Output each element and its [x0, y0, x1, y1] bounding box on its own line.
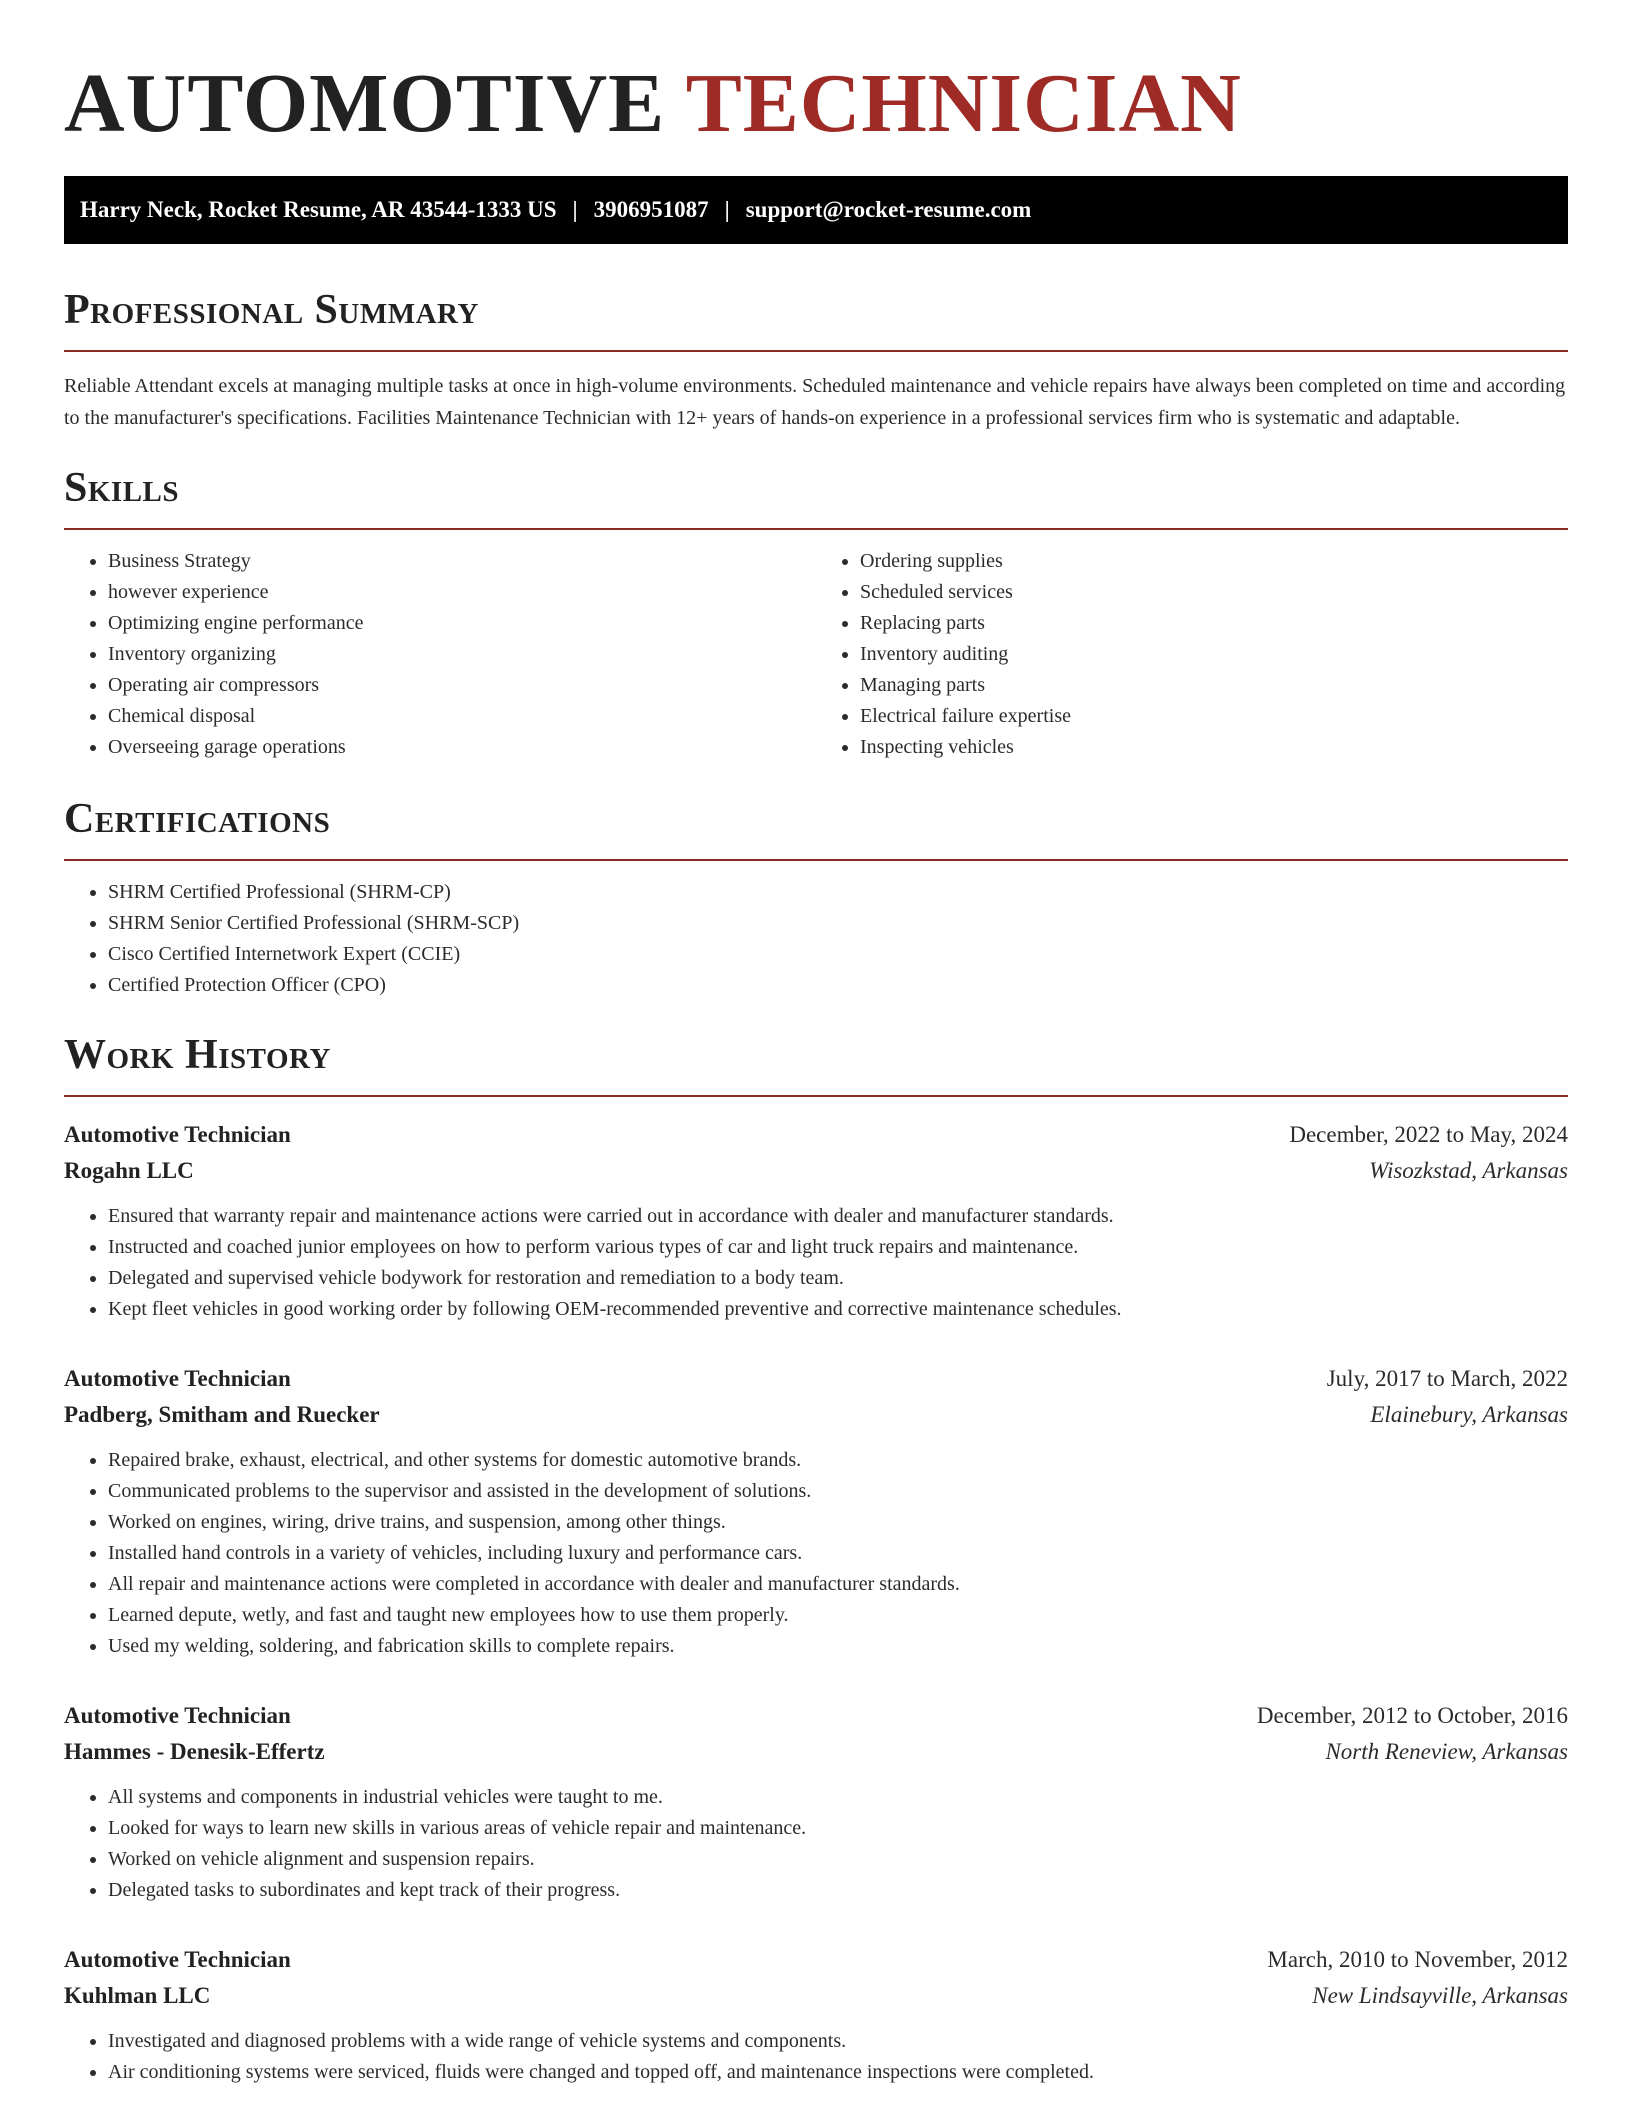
skill-item: • Business Strategy [108, 546, 816, 577]
summary-section [64, 284, 1568, 434]
contact-phone: 3906951087 [593, 197, 709, 222]
skill-item: • Operating air compressors [108, 670, 816, 701]
section-title-skills: Skills [64, 465, 180, 511]
contact-address: Harry Neck, Rocket Resume, AR 43544-1333 US [80, 197, 557, 222]
job-entry [64, 1698, 1568, 1906]
job-company-row [64, 1978, 1568, 2014]
section-divider [64, 350, 1568, 352]
job-bullets [64, 1445, 1568, 1662]
job-entry [64, 1117, 1568, 1325]
job-bullets [64, 2026, 1568, 2088]
skill-item: • Inventory organizing [108, 639, 816, 670]
skills-section [64, 462, 1568, 763]
work-history-section [64, 1029, 1568, 2088]
job-bullet: • Delegated and supervised vehicle bodywork for restoration and remediation to a body team. [108, 1263, 1568, 1294]
job-bullet: • Communicated problems to the supervisor and assisted in the development of solutions. [108, 1476, 1568, 1507]
name-last: TECHNICIAN [685, 57, 1242, 150]
skill-item: • Scheduled services [860, 577, 1568, 608]
job-bullet: • Delegated tasks to subordinates and kept track of their progress. [108, 1875, 1568, 1906]
job-title: Automotive Technician [64, 1703, 291, 1728]
skill-item: • Electrical failure expertise [860, 701, 1568, 732]
contact-email: support@rocket-resume.com [745, 197, 1032, 222]
job-bullet: • Worked on vehicle alignment and suspension repairs. [108, 1844, 1568, 1875]
job-dates: December, 2012 to October, 2016 [1256, 1703, 1568, 1728]
certification-item: • SHRM Senior Certified Professional (SHRM-SCP) [108, 908, 1568, 939]
job-dates: July, 2017 to March, 2022 [1326, 1366, 1568, 1391]
job-header-row [64, 1117, 1568, 1153]
certifications-section [64, 793, 1568, 1001]
skill-item: • Chemical disposal [108, 701, 816, 732]
job-title: Automotive Technician [64, 1122, 291, 1147]
job-header-row [64, 1361, 1568, 1397]
job-location: Wisozkstad, Arkansas [1369, 1158, 1568, 1183]
job-location: North Reneview, Arkansas [1325, 1739, 1568, 1764]
contact-separator: | [572, 197, 578, 222]
job-bullet: • Looked for ways to learn new skills in various areas of vehicle repair and maintenance. [108, 1813, 1568, 1844]
certification-item: • SHRM Certified Professional (SHRM-CP) [108, 877, 1568, 908]
job-company-row [64, 1397, 1568, 1433]
section-title-summary: Professional Summary [64, 287, 479, 333]
job-dates: March, 2010 to November, 2012 [1267, 1947, 1568, 1972]
job-company: Hammes - Denesik-Effertz [64, 1739, 325, 1764]
jobs-list [64, 1117, 1568, 2088]
contact-bar [64, 176, 1568, 244]
job-bullet: • Installed hand controls in a variety of vehicles, including luxury and performance cars. [108, 1538, 1568, 1569]
skill-item: • Inventory auditing [860, 639, 1568, 670]
job-bullet: • Repaired brake, exhaust, electrical, and other systems for domestic automotive brands. [108, 1445, 1568, 1476]
skill-item: • Inspecting vehicles [860, 732, 1568, 763]
job-company: Padberg, Smitham and Ruecker [64, 1402, 380, 1427]
skills-grid [64, 530, 1568, 763]
job-entry [64, 1361, 1568, 1662]
job-company: Kuhlman LLC [64, 1983, 211, 2008]
contact-separator: | [724, 197, 730, 222]
job-location: New Lindsayville, Arkansas [1312, 1983, 1568, 2008]
job-bullet: • Instructed and coached junior employees on how to perform various types of car and light truck repairs and maintenance. [108, 1232, 1568, 1263]
certification-item: • Cisco Certified Internetwork Expert (CCIE) [108, 939, 1568, 970]
certifications-list [64, 877, 1568, 1001]
job-dates: December, 2022 to May, 2024 [1289, 1122, 1568, 1147]
job-header-row [64, 1942, 1568, 1978]
job-title: Automotive Technician [64, 1366, 291, 1391]
skills-list-left [64, 546, 816, 763]
skill-item: • however experience [108, 577, 816, 608]
job-bullet: • Learned depute, wetly, and fast and taught new employees how to use them properly. [108, 1600, 1568, 1631]
job-bullet: • Kept fleet vehicles in good working order by following OEM-recommended preventive and corrective maintenance schedules. [108, 1294, 1568, 1325]
name-first: AUTOMOTIVE [64, 57, 666, 150]
job-bullet: • Investigated and diagnosed problems with a wide range of vehicle systems and components. [108, 2026, 1568, 2057]
job-bullet: • All systems and components in industrial vehicles were taught to me. [108, 1782, 1568, 1813]
job-bullet: • Used my welding, soldering, and fabrication skills to complete repairs. [108, 1631, 1568, 1662]
job-bullet: • Ensured that warranty repair and maintenance actions were carried out in accordance with dealer and manufacturer standards. [108, 1201, 1568, 1232]
skill-item: • Ordering supplies [860, 546, 1568, 577]
skill-item: • Managing parts [860, 670, 1568, 701]
skills-list-right [816, 546, 1568, 763]
skill-item: • Optimizing engine performance [108, 608, 816, 639]
job-location: Elainebury, Arkansas [1370, 1402, 1568, 1427]
job-entry [64, 1942, 1568, 2088]
section-divider [64, 859, 1568, 861]
section-title-certifications: Certifications [64, 796, 331, 842]
job-bullet: • Air conditioning systems were serviced, fluids were changed and topped off, and maintenance inspections were completed. [108, 2057, 1568, 2088]
job-header-row [64, 1698, 1568, 1734]
job-company-row [64, 1734, 1568, 1770]
job-bullet: • All repair and maintenance actions were completed in accordance with dealer and manufacturer standards. [108, 1569, 1568, 1600]
certification-item: • Certified Protection Officer (CPO) [108, 970, 1568, 1001]
job-bullets [64, 1782, 1568, 1906]
job-bullet: • Worked on engines, wiring, drive trains, and suspension, among other things. [108, 1507, 1568, 1538]
section-divider [64, 1095, 1568, 1097]
skill-item: • Replacing parts [860, 608, 1568, 639]
job-bullets [64, 1201, 1568, 1325]
resume-name [64, 56, 1568, 152]
summary-text: Reliable Attendant excels at managing multiple tasks at once in high-volume environments. Scheduled maintenance and vehicle repairs have always been completed on time and according to the manufacturer's specifications. Facilities Maintenance Technician with 12+ years of hands-on experience in a professional services firm who is systematic and adaptable. [64, 375, 1566, 429]
section-title-work-history: Work History [64, 1032, 331, 1078]
job-company: Rogahn LLC [64, 1158, 194, 1183]
job-company-row [64, 1153, 1568, 1189]
skill-item: • Overseeing garage operations [108, 732, 816, 763]
job-title: Automotive Technician [64, 1947, 291, 1972]
